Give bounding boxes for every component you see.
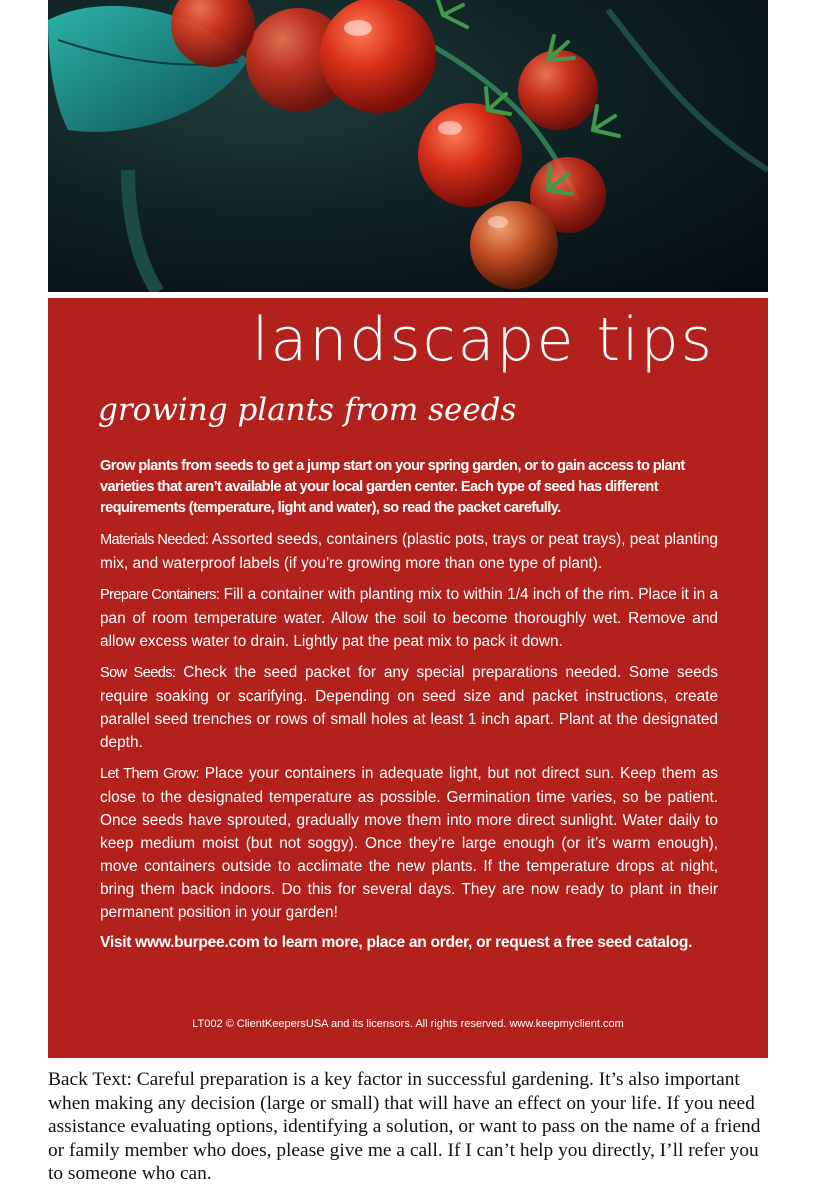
tomato-photo <box>48 0 768 292</box>
copyright-footer: LT002 © ClientKeepersUSA and its licensors. All rights reserved. www.keepmyclient.com <box>192 1018 624 1030</box>
tomato <box>518 50 598 130</box>
section-let-them-grow <box>100 762 718 924</box>
tomato <box>470 201 558 289</box>
section-heading: Sow Seeds: <box>100 665 176 681</box>
tip-card <box>48 0 768 1058</box>
tomato-illustration <box>48 0 768 292</box>
section-prepare-containers <box>100 583 718 653</box>
section-text: Place your containers in adequate light, but not direct sun. Keep them as close to the designated temperature as possible. Germination time varies, so be patient. Once seeds have sprouted, gradually move them into more direct sunlight. Water daily to keep medium moist (but not soggy). Once they’re large enough (or it’s warm enough), move containers outside to acclimate the new plants. If the temperature drops at night, bring them back indoors. Do this for several days. They are now ready to plant in their permanent position in your garden! <box>100 765 718 921</box>
section-sow-seeds <box>100 661 718 754</box>
call-to-action: Visit www.burpee.com to learn more, place an order, or request a free seed catalog. <box>100 934 693 951</box>
page-title: landscape tips <box>251 305 714 375</box>
section-heading: Prepare Containers: <box>100 587 220 603</box>
tomato <box>418 103 522 207</box>
section-materials <box>100 528 718 575</box>
intro-paragraph: Grow plants from seeds to get a jump start on your spring garden, or to gain access to plant varieties that aren’t available at your local garden center. Each type of seed has different requirements (temperature, light and water), so read the packet carefully. <box>100 458 685 516</box>
section-heading: Let Them Grow: <box>100 766 199 782</box>
tomato <box>320 0 436 113</box>
section-heading: Materials Needed: <box>100 532 209 548</box>
photo-divider <box>48 292 768 298</box>
section-text: Assorted seeds, containers (plastic pots, trays or peat trays), peat planting mix, and waterproof labels (if you’re growing more than one type of plant). <box>100 531 718 572</box>
section-text: Check the seed packet for any special preparations needed. Some seeds require soaking or scarifying. Depending on seed size and packet instructions, create parallel seed trenches or rows of small holes at least 1 inch apart. Plant at the designated depth. <box>100 664 718 751</box>
section-text: Fill a container with planting mix to within 1/4 inch of the rim. Place it in a pan of room temperature water. Allow the soil to become thoroughly wet. Remove and allow excess water to drain. Lightly pat the peat mix to pack it down. <box>100 586 719 650</box>
tips-content <box>100 456 718 954</box>
back-text: Back Text: Careful preparation is a key factor in successful gardening. It’s also important when making any decision (large or small) that will have an effect on your life. If you need assistance evaluating options, identifying a solution, or want to pass on the name of a friend or family member who does, please give me a call. If I can’t help you directly, I’ll refer you to someone who can. <box>48 1069 761 1184</box>
page-subtitle: growing plants from seeds <box>98 392 517 428</box>
